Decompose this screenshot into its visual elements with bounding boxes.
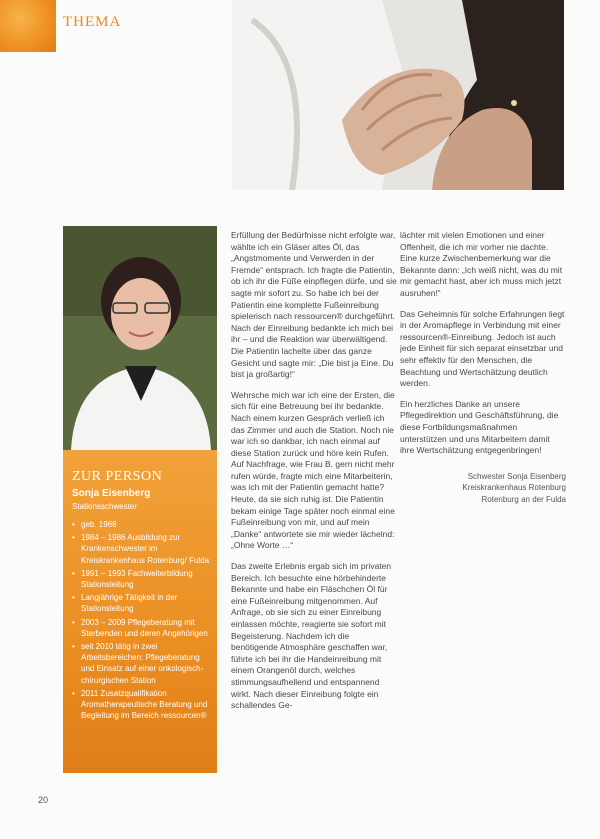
cv-item: • geb. 1966 [72, 519, 212, 530]
paragraph: Ein herzliches Danke an unsere Pflegedirektion und Geschäftsführung, die diese Fortbildungsmaßnahmen unterstützen und uns Mitarbeitern damit ihre Wertschätzung entgegenbringen! [400, 398, 559, 456]
portrait-illustration [63, 226, 217, 450]
page-number: 20 [38, 795, 49, 805]
person-name: Sonja Eisenberg [72, 488, 151, 499]
paragraph: Erfüllung der Bedürfnisse nicht erfolgte war, wählte ich ein Gläser altes Öl, das „Angstmomente und Verwerden in der Fremde“ entsprach. Ich fragte die Patientin, ob ich ihr die Füße einpflegen dürfe, und sie sagte mir sofort zu. So habe ich bei der Patientin eine komplette Fußeinreibung spielerisch nach ressourcen® durchgeführt. Nach der Einreibung bedankte ich mich bei ihr – und die Reaktion war überwältigend. Die Patientin lachelte über das ganze Gesicht und sagte mir: „Die bist ja Eine. Du bist ja großartig!“ [231, 230, 397, 380]
person-info-box [63, 450, 217, 773]
signature-line: Schwester Sonja Eisenberg [467, 471, 566, 481]
header-orange-corner [0, 0, 56, 52]
paragraph: Das zweite Erlebnis ergab sich im privaten Bereich. Ich besuchte eine hörbehinderte Bekannte und habe ein Fläschchen Öl für eine Fußeinreibung mitgenommen. Auf Anfrage, ob sie sich zu einer Einreibung einlassen möchte, reagierte sie sofort mit Begeisterung. Nachdem ich die benötigende Atmosphäre geschaffen war, führte ich bei ihr die Handeinreibung mit einem Orangenöl durch, welches stimmungsaufhellend und entspannend wirkt. Nach dieser Einreibung folgte ein schallendes Ge- [231, 561, 392, 711]
cv-item: • 2003 – 2009 Pflegeberatung mit Sterbenden und deren Angehörigen [72, 617, 212, 639]
person-role: Stationsschwester [72, 502, 137, 511]
cv-item: • Langjährige Tätigkeit in der Stationsleitung [72, 592, 212, 614]
cv-item: • 2011 Zusatzqualifikation Aromatherapeutische Beratung und Begleitung im Bereich ressourcen® [72, 688, 212, 722]
cv-item: • 1984 – 1986 Ausbildung zur Krankenschwester im Kreiskrankenhaus Rotenburg/ Fulda [72, 532, 212, 566]
person-heading: ZUR PERSON [72, 469, 163, 484]
paragraph: lächter mit vielen Emotionen und einer Offenheit, die ich mir vorher nie dachte. Eine kurze Zwischenbemerkung war die Bekannte dann: „Ich weiß nicht, was du mit mir gemacht hast, aber ich muss mich jetzt ausruhen!“ [400, 230, 563, 298]
cv-item: • 1991 – 1993 Fachweiterbildung Stationsleitung [72, 568, 212, 590]
paragraph: Das Geheimnis für solche Erfahrungen liegt in der Aromapflege in Verbindung mit einer ressourcen®-Einreibung. Jedoch ist auch jede Einheit für sich separat einsetzbar und sehr effektiv für den Menschen, die Beachtung und Wertschätzung deutlich werden. [400, 308, 565, 389]
cv-item: • seit 2010 tätig in zwei Arbeitsbereichen: Pflegeberatung und Einsatz auf einer onkologisch-chirurgischen Station [72, 641, 212, 686]
paragraph: Wehrsche mich war ich eine der Ersten, die sich für eine Betreuung bei ihr bedankte. Nach einem kurzen Gespräch verließ ich das Zimmer und auch die Station. Noch nie war ich so dankbar, ich nach einmal auf diese Station zurück und höre kein Rufen. Auf Nachfrage, wie Frau B. gern nicht mehr rufen würde, fragte mich eine Mitarbeiterin, was ich mit der Patientin gemacht hatte? Heute, da sie sich ruhig ist. Die Patientin bekam einige Tage später noch einmal eine Fußeinreibung von mir, und auf mein „Danke“ antwortete sie mir wieder lächelnd: „Ohne Worte …“ [231, 389, 395, 551]
text-column-middle [231, 230, 397, 721]
signature-line: Rotenburg an der Fulda [481, 494, 566, 504]
text-column-right [400, 230, 566, 505]
section-title: THEMA [63, 14, 122, 30]
massage-photo [232, 0, 564, 190]
author-signature [400, 471, 566, 505]
person-cv-list [72, 519, 212, 723]
signature-line: Kreiskrankenhaus Rotenburg [462, 483, 566, 493]
massage-photo-illustration [232, 0, 564, 190]
portrait-photo [63, 226, 217, 450]
